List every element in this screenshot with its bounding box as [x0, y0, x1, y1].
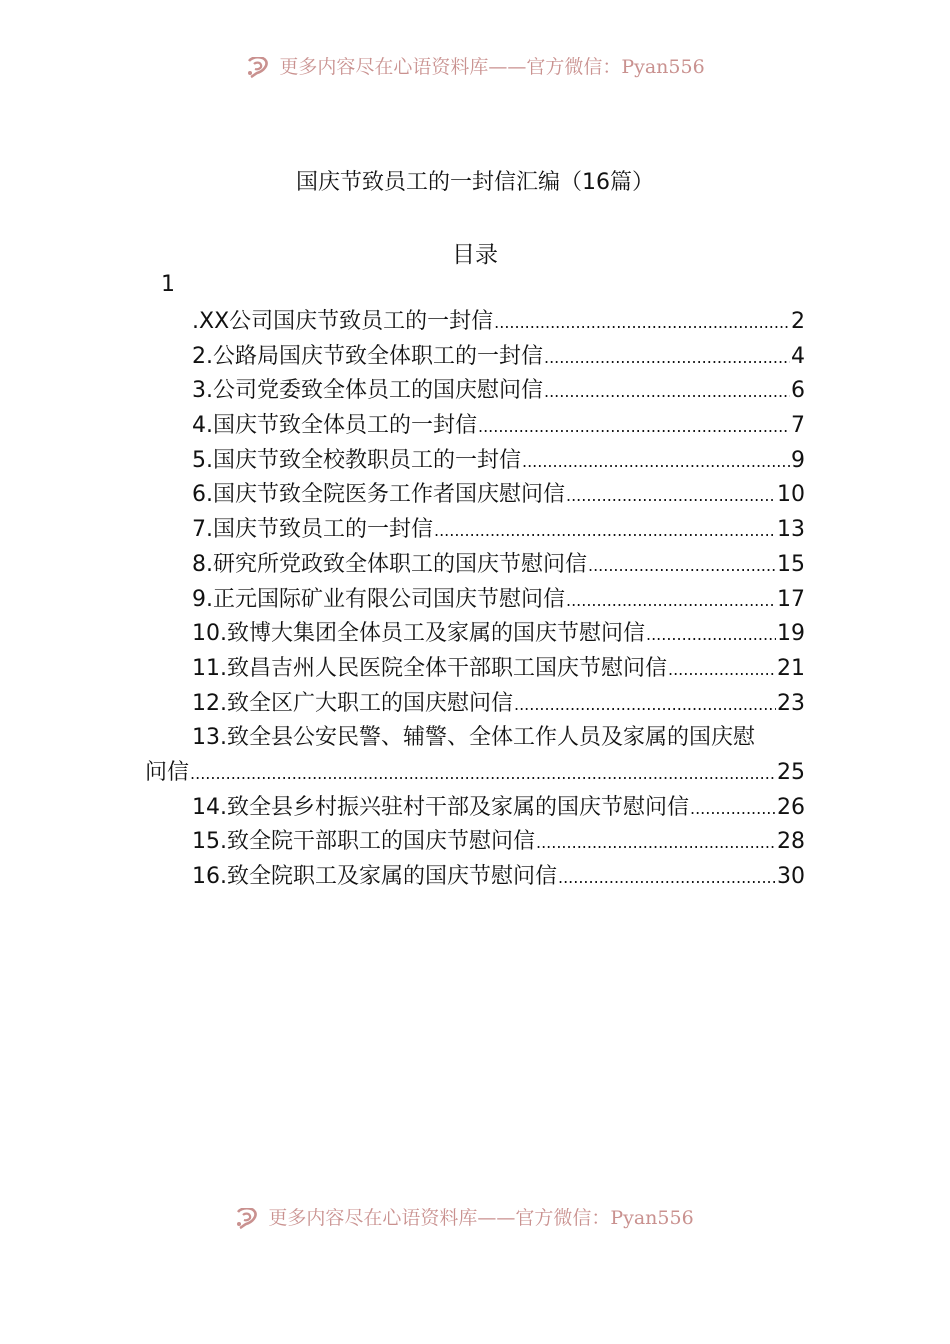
toc-entry-page: 6: [791, 378, 805, 404]
toc-entry-page: 7: [791, 413, 805, 439]
toc-leader-dots: [544, 340, 790, 376]
toc-entry-label: 8.研究所党政致全体职工的国庆节慰问信: [192, 551, 587, 577]
toc-entry-page: 15: [777, 551, 805, 577]
brand-logo-icon: [234, 1208, 260, 1230]
toc-leader-dots: [514, 687, 776, 723]
toc-leader-dots: [494, 305, 790, 341]
toc-leader-dots: [588, 548, 776, 584]
footer-banner-text: 更多内容尽在心语资料库——官方微信：Pyan556: [268, 1208, 694, 1229]
toc-entry-11[interactable]: [145, 652, 805, 687]
toc-leader-dots: [536, 825, 776, 861]
toc-entry-4[interactable]: [145, 409, 805, 444]
toc-leader-dots: [646, 617, 776, 653]
toc-entry-label: 12.致全区广大职工的国庆慰问信: [192, 690, 513, 716]
page-marker: 1: [161, 272, 175, 297]
toc-entry-label: 10.致博大集团全体员工及家属的国庆节慰问信: [192, 621, 645, 647]
toc-leader-dots: [566, 478, 776, 514]
toc-entry-label: 15.致全院干部职工的国庆节慰问信: [192, 829, 535, 855]
toc-entry-3[interactable]: [145, 374, 805, 409]
toc-entry-10[interactable]: [145, 617, 805, 652]
toc-entry-8[interactable]: [145, 548, 805, 583]
table-of-contents: [145, 305, 805, 895]
toc-entry-1[interactable]: [145, 305, 805, 340]
toc-entry-page: 25: [777, 759, 805, 785]
toc-entry-15[interactable]: [145, 825, 805, 860]
toc-entry-page: 17: [777, 586, 805, 612]
toc-entry-page: 19: [777, 621, 805, 647]
toc-entry-13[interactable]: [145, 756, 805, 791]
toc-entry-label: 11.致昌吉州人民医院全体干部职工国庆节慰问信: [192, 655, 667, 681]
toc-entry-label: 6.国庆节致全院医务工作者国庆慰问信: [192, 482, 565, 508]
toc-heading: 目录: [452, 242, 498, 268]
toc-entry-page: 21: [777, 655, 805, 681]
header-watermark-banner: [0, 57, 950, 87]
toc-entry-label: .XX公司国庆节致员工的一封信: [192, 309, 494, 334]
toc-entry-page: 23: [777, 690, 805, 716]
toc-leader-dots: [544, 374, 790, 410]
toc-leader-dots: [190, 756, 776, 792]
toc-entry-page: 2: [791, 309, 805, 334]
toc-leader-dots: [434, 513, 776, 549]
toc-leader-dots: [478, 409, 790, 445]
toc-entry-label: 2.公路局国庆节致全体职工的一封信: [192, 343, 543, 369]
toc-entry-12[interactable]: [145, 687, 805, 722]
toc-entry-label: 9.正元国际矿业有限公司国庆节慰问信: [192, 586, 565, 612]
toc-entry-5[interactable]: [145, 444, 805, 479]
toc-entry-label: 7.国庆节致员工的一封信: [192, 517, 433, 543]
toc-entry-7[interactable]: [145, 513, 805, 548]
toc-entry-label: 5.国庆节致全校教职员工的一封信: [192, 447, 521, 473]
toc-leader-dots: [668, 652, 776, 688]
toc-entry-13-line1[interactable]: 13.致全县公安民警、辅警、全体工作人员及家属的国庆慰: [192, 725, 755, 751]
toc-entry-page: 9: [791, 447, 805, 473]
document-title: 国庆节致员工的一封信汇编（16篇）: [296, 170, 654, 195]
toc-entry-page: 30: [777, 864, 805, 889]
toc-entry-14[interactable]: [145, 791, 805, 826]
toc-entry-page: 10: [777, 482, 805, 508]
toc-entry-6[interactable]: [145, 478, 805, 513]
toc-entry-page: 26: [777, 794, 805, 820]
brand-logo-icon: [245, 57, 271, 79]
footer-watermark-banner: [0, 1208, 950, 1238]
toc-entry-label: 4.国庆节致全体员工的一封信: [192, 413, 477, 439]
toc-entry-page: 13: [777, 517, 805, 543]
toc-leader-dots: [522, 444, 790, 480]
header-banner-text: 更多内容尽在心语资料库——官方微信：Pyan556: [279, 57, 705, 78]
toc-entry-label: 14.致全县乡村振兴驻村干部及家属的国庆节慰问信: [192, 794, 689, 820]
toc-entry-label: 问信: [145, 759, 190, 785]
toc-entry-16[interactable]: [145, 860, 805, 895]
toc-leader-dots: [566, 583, 776, 619]
toc-leader-dots: [558, 860, 776, 896]
toc-entry-9[interactable]: [145, 583, 805, 618]
toc-entry-label: 3.公司党委致全体员工的国庆慰问信: [192, 378, 543, 404]
toc-entry-label: 16.致全院职工及家属的国庆节慰问信: [192, 864, 557, 889]
toc-entry-page: 28: [777, 829, 805, 855]
toc-entry-page: 4: [791, 343, 805, 369]
toc-leader-dots: [690, 791, 776, 827]
toc-entry-2[interactable]: [145, 340, 805, 375]
